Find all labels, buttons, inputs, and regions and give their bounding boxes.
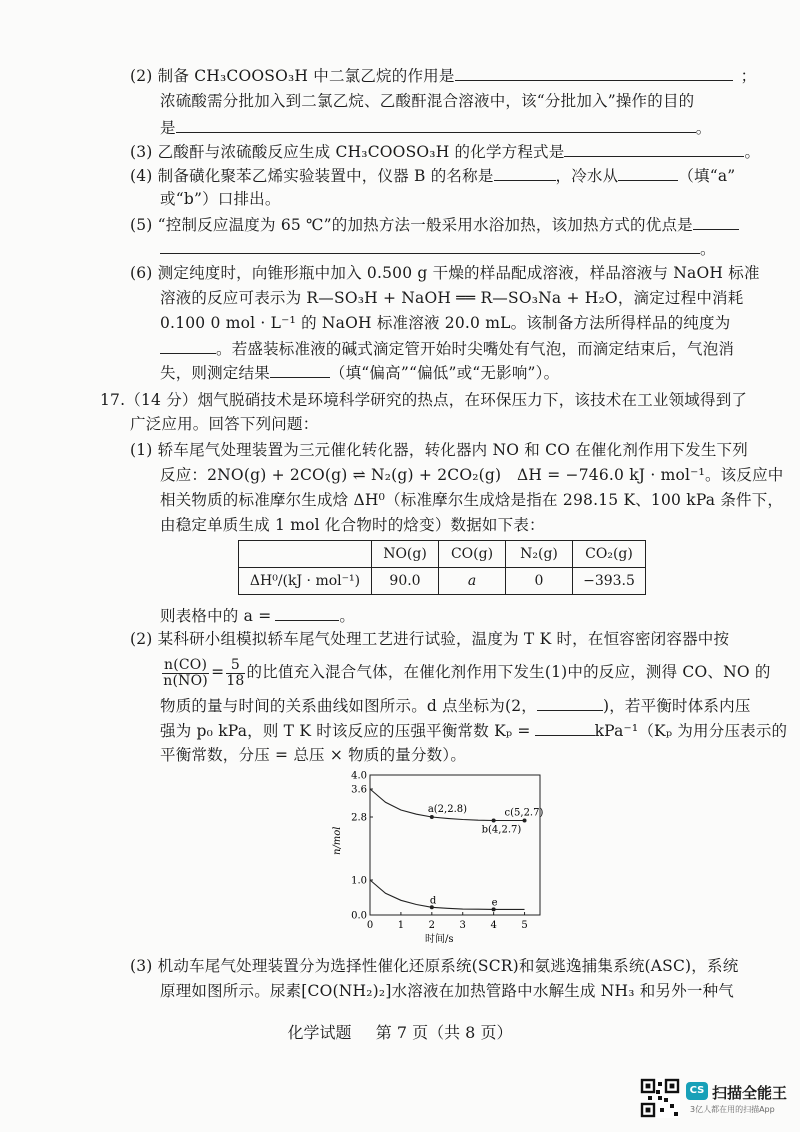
point-label: a(2,2.8)	[427, 804, 468, 815]
q17-part2-line4: 强为 p₀ kPa，则 T K 时该反应的压强平衡常数 Kₚ = kPa⁻¹（Kₚ 为用分压表示的	[160, 719, 787, 742]
x-tick-label: 1	[397, 920, 405, 931]
ratio-fraction: $\frac{n(CO)}{n(NO)}$	[163, 656, 208, 689]
y-tick-label: 3.6	[351, 784, 367, 796]
n-vs-time-chart	[320, 765, 550, 950]
table-header-cell: CO(g)	[439, 541, 506, 568]
q17-part3-line2: 原理如图所示。尿素[CO(NH₂)₂]水溶液在加热管路中水解生成 NH₃ 和另外一种气	[160, 982, 735, 1000]
q16-part6-line2: 溶液的反应可表示为 R—SO₃H + NaOH ══ R—SO₃Na + H₂O，滴定过程中消耗	[160, 289, 744, 307]
q16-part6-line4: 。若盛装标准液的碱式滴定管开始时尖嘴处有气泡，而滴定结束后，气泡消	[160, 337, 734, 360]
q17-part2-line2: $\frac{n(CO)}{n(NO)}$ = $\frac{5}{18}$ 的比值充入混合气体，在催化剂作用下发生(1)中的反应，测得 CO、NO 的	[163, 656, 771, 689]
scanner-name: 扫描全能王	[712, 1084, 788, 1102]
y-tick-label: 2.8	[351, 812, 367, 824]
q16-part6-line3: 0.100 0 mol · L⁻¹ 的 NaOH 标准溶液 20.0 mL。该制备方法所得样品的纯度为	[160, 314, 731, 332]
q16-part4-line2: 或“b”）口排出。	[160, 190, 281, 208]
x-tick-label: 2	[428, 920, 436, 931]
series-curve	[370, 880, 525, 909]
q16-part6-line1: (6) 测定纯度时，向锥形瓶中加入 0.500 g 干燥的样品配成溶液，样品溶液与 NaOH 标准	[130, 264, 760, 282]
point-label: c(5,2.7)	[504, 807, 544, 819]
q17-part1-answer: 则表格中的 a = 。	[160, 604, 355, 627]
x-tick-label: 5	[521, 920, 528, 931]
q16-part5-line1: (5) “控制反应温度为 65 ℃”的加热方法一般采用水浴加热，该加热方式的优点是	[130, 213, 739, 236]
ratio-value-fraction: $\frac{5}{18}$	[226, 656, 245, 689]
table-row	[239, 568, 646, 595]
q17-heading-line2: 广泛应用。回答下列问题：	[130, 415, 319, 433]
q17-part2-line5: 平衡常数，分压 = 总压 × 物质的量分数）。	[160, 746, 467, 764]
scanner-tagline: 3亿人都在用的扫描App	[690, 1105, 775, 1114]
footer-page-number: 第 7 页（共 8 页）	[375, 1023, 513, 1042]
q17-part1-line4: 由稳定单质生成 1 mol 化合物时的焓变）数据如下表：	[160, 516, 545, 534]
q16-part4-line1: (4) 制备磺化聚苯乙烯实验装置中，仪器 B 的名称是 ，冷水从 （填“a”	[130, 164, 735, 187]
plot-frame	[370, 775, 540, 915]
point-label: e	[491, 897, 498, 909]
table-header-cell	[239, 541, 372, 568]
q16-part6-line5: 失，则测定结果 （填“偏高”“偏低”或“无影响”）。	[160, 361, 559, 384]
y-tick-label: 1.0	[351, 875, 367, 887]
q17-heading-line1: 17.（14 分）烟气脱硝技术是环境科学研究的热点，在环保压力下，该技术在工业领域得到了	[100, 391, 748, 409]
page-footer	[0, 1020, 800, 1043]
q16-part2-line3: 是 。	[160, 116, 711, 139]
x-axis-label: 时间/s	[425, 934, 454, 945]
q16-part2-line2: 浓硫酸需分批加入到二氯乙烷、乙酸酐混合溶液中，该“分批加入”操作的目的	[160, 92, 695, 110]
table-cell: a	[439, 568, 506, 595]
enthalpy-table	[238, 540, 646, 595]
footer-subject: 化学试题	[287, 1023, 352, 1042]
x-tick-label: 3	[459, 920, 466, 931]
q17-part1-line1: (1) 轿车尾气处理装置为三元催化转化器，转化器内 NO 和 CO 在催化剂作用下发生下列	[130, 441, 748, 459]
y-tick-label: 4.0	[351, 770, 367, 782]
x-tick-label: 0	[366, 920, 374, 931]
table-header-cell: N₂(g)	[506, 541, 573, 568]
q17-part2-line3: 物质的量与时间的关系曲线如图所示。d 点坐标为(2， )，若平衡时体系内压	[160, 694, 751, 717]
q17-part1-line2: 反应：2NO(g) + 2CO(g) ⇌ N₂(g) + 2CO₂(g) ΔH = −746.0 kJ · mol⁻¹。该反应中	[160, 466, 784, 484]
data-point	[430, 815, 434, 819]
y-axis-label: n/mol	[332, 826, 343, 855]
point-label: d	[429, 895, 437, 907]
q17-part3-line1: (3) 机动车尾气处理装置分为选择性催化还原系统(SCR)和氨逃逸捕集系统(ASC)，系统	[130, 957, 739, 975]
q17-part1-line3: 相关物质的标准摩尔生成焓 ΔH⁰（标准摩尔生成焓是指在 298.15 K、100 kPa 条件下，	[160, 491, 784, 509]
table-cell: ΔH⁰/(kJ · mol⁻¹)	[239, 568, 372, 595]
table-header-cell: CO₂(g)	[573, 541, 646, 568]
q16-part3: (3) 乙酸酐与浓硫酸反应生成 CH₃COOSO₃H 的化学方程式是 。	[130, 140, 760, 163]
q16-part5-line2: 。	[160, 237, 716, 260]
table-header-row	[239, 541, 646, 568]
table-cell: −393.5	[573, 568, 646, 595]
q17-part2-line1: (2) 某科研小组模拟轿车尾气处理工艺进行试验，温度为 T K 时，在恒容密闭容器中按	[130, 630, 730, 648]
table-cell: 0	[506, 568, 573, 595]
y-tick-label: 0.0	[351, 910, 367, 922]
cs-logo-icon: CS	[686, 1082, 708, 1100]
qr-code-icon	[640, 1078, 680, 1118]
point-label: b(4,2.7)	[481, 824, 522, 836]
table-cell: 90.0	[372, 568, 439, 595]
data-point	[492, 819, 496, 823]
table-header-cell: NO(g)	[372, 541, 439, 568]
data-point	[523, 819, 527, 823]
q16-part2-line1: (2) 制备 CH₃COOSO₃H 中二氯乙烷的作用是 ；	[130, 64, 756, 87]
x-tick-label: 4	[490, 920, 497, 931]
